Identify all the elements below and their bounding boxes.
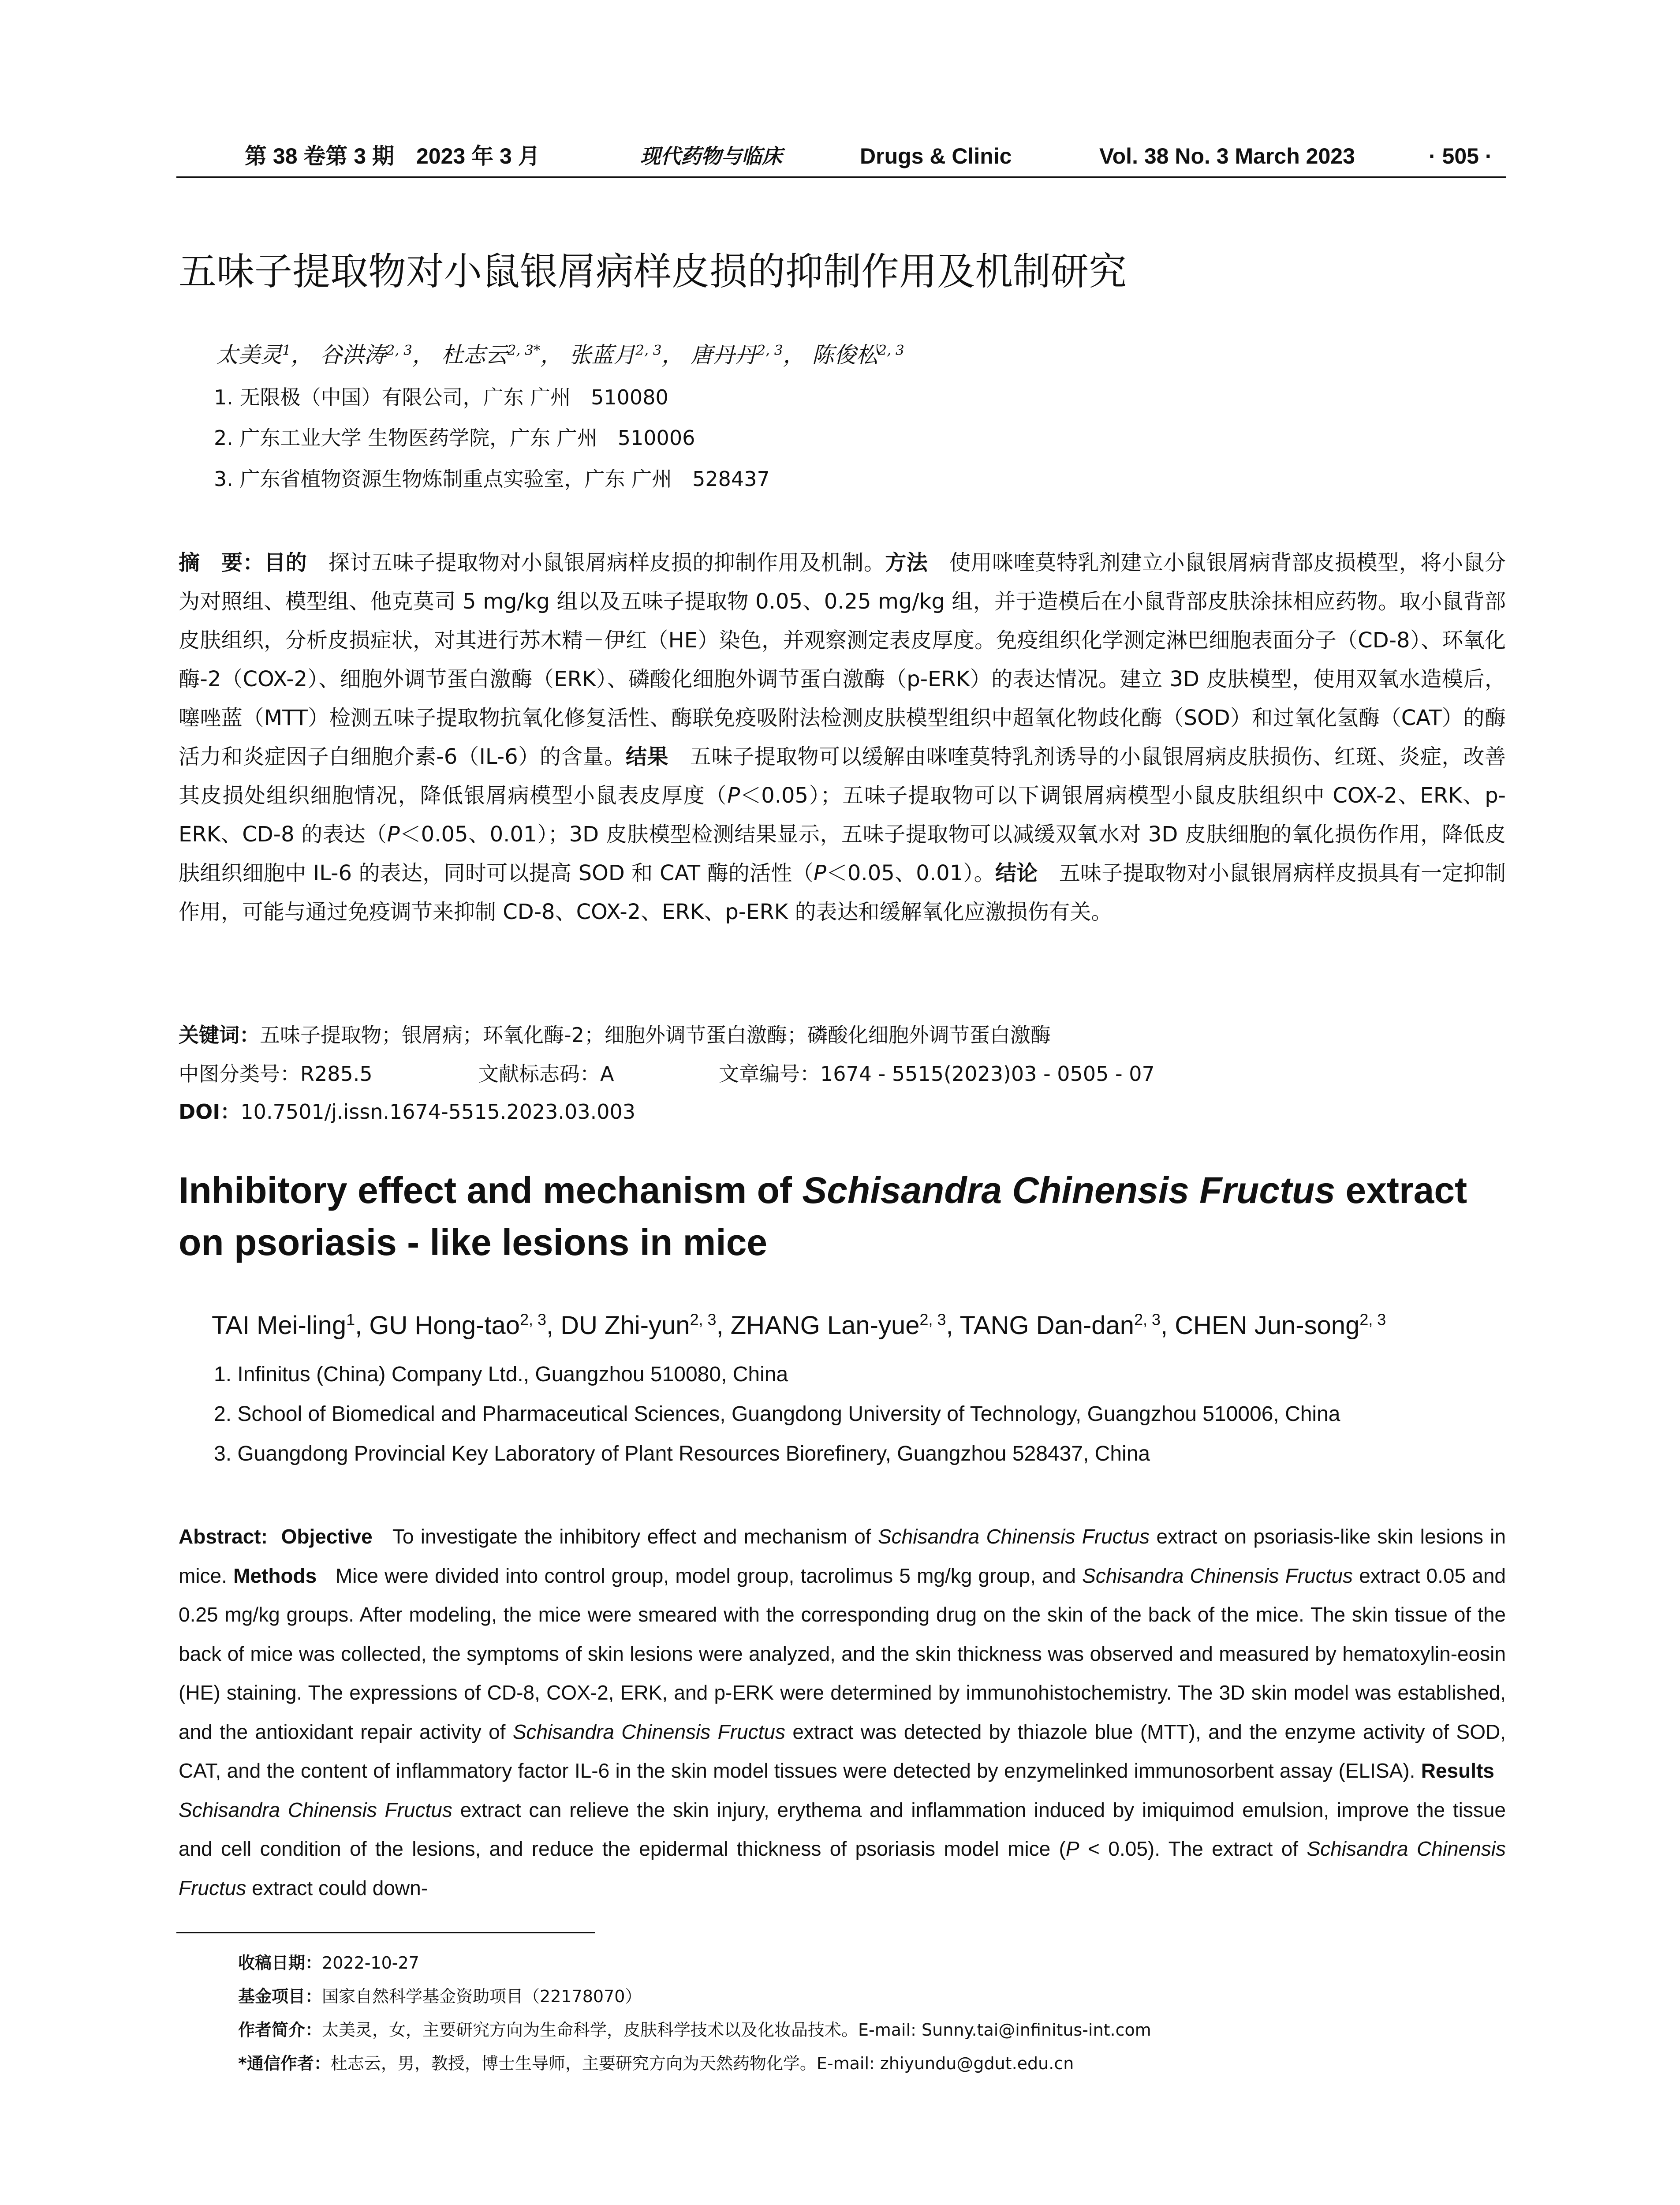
objective-en-text: To investigate the inhibitory effect and mechanism of (392, 1525, 878, 1548)
author-separator: , (716, 1311, 731, 1340)
results-text: ＜0.05）；五味子提取物可以下调银屑病模型小鼠皮肤组织中 COX-2、ERK、p-ERK、CD-8 的表达（ (179, 783, 1506, 847)
author-bio-label: 作者简介： (238, 2020, 322, 2040)
clc-label: 中图分类号： (179, 1062, 300, 1086)
author-separator: , (1161, 1311, 1175, 1340)
author-separator: , (946, 1311, 960, 1340)
author-en: TAI Mei-ling (212, 1311, 347, 1340)
keywords-cn (179, 1021, 1051, 1049)
conclusion-text: 五味子提取物对小鼠银屑病样皮损具有一定抑制作用，可能与通过免疫调节来抑制 CD-8、COX-2、ERK、p-ERK 的表达和缓解氧化应激损伤有关。 (179, 861, 1506, 924)
footnote-received (238, 1951, 419, 1975)
footnote-rule (176, 1932, 595, 1933)
abstract-en-label: Abstract: (179, 1525, 268, 1548)
header-rule (176, 176, 1506, 178)
species-name: Schisandra Chinensis Fructus (1082, 1564, 1353, 1587)
received-date: 2022-10-27 (322, 1953, 419, 1973)
classification-line (179, 1060, 373, 1088)
author-cn: 陈俊松 (812, 342, 878, 368)
author-en-affiliation: 1 (346, 1310, 355, 1329)
title-en-text: extract on psoriasis - like lesions in mice (179, 1170, 1467, 1263)
author-cn: 张蓝月 (569, 342, 636, 368)
objective-en-text: extract on psoriasis-like skin lesions in mice. (179, 1525, 1506, 1587)
author-en-affiliation: 2, 3 (1359, 1310, 1386, 1329)
affiliation-cn: 3. 广东省植物资源生物炼制重点实验室，广东 广州 528437 (214, 467, 770, 491)
author-separator: ， (540, 342, 563, 368)
author-cn: 谷洪涛 (320, 342, 386, 368)
results-text: ＜0.05、0.01）；3D 皮肤模型检测结果显示，五味子提取物可以减缓双氧水对 3D 皮肤细胞的氧化损伤作用，降低皮肤组织细胞中 IL-6 的表达，同时可以提高 SOD 和 CAT 酶的活性（ (179, 822, 1506, 886)
author-separator: , (546, 1311, 561, 1340)
author-en: GU Hong-tao (369, 1311, 520, 1340)
author-separator: , (355, 1311, 370, 1340)
author-en-affiliation: 2, 3 (919, 1310, 946, 1329)
corresponding-text: 杜志云，男，教授，博士生导师，主要研究方向为天然药物化学。E-mail: zhiyundu@gdut.edu.cn (330, 2054, 1074, 2073)
author-en-affiliation: 2, 3 (690, 1310, 717, 1329)
clc-value: R285.5 (300, 1062, 373, 1086)
header-page-number: · 505 · (1429, 144, 1493, 168)
methods-en-text: extract was detected by thiazole blue (MTT), and the enzyme activity of SOD, CAT, and the content of inflammatory factor IL-6 in the skin model tissues were detected by enzymelinked immunosorbent assay (ELISA). (179, 1720, 1506, 1782)
species-name: Schisandra Chinensis Fructus (179, 1837, 1506, 1899)
article-number (719, 1060, 1155, 1088)
author-cn: 唐丹丹 (691, 342, 757, 368)
p-value-symbol: P (387, 822, 400, 847)
species-name: Schisandra Chinensis Fructus (878, 1525, 1150, 1548)
results-text: 五味子提取物可以缓解由咪喹莫特乳剂诱导的小鼠银屑病皮肤损伤、红斑、炎症，改善其皮损处组织细胞情况，降低银屑病模型小鼠表皮厚度（ (179, 744, 1506, 808)
header-issue: 第 38 卷第 3 期 2023 年 3 月 (245, 144, 540, 168)
title-en-text: Inhibitory effect and mechanism of (179, 1170, 803, 1211)
species-name: Schisandra Chinensis Fructus (512, 1720, 785, 1743)
author-separator: ， (291, 342, 313, 368)
author-separator: ， (661, 342, 684, 368)
author-cn-affiliation: 1 (282, 342, 291, 359)
results-label: 结果 (625, 744, 669, 769)
author-separator: ， (783, 342, 805, 368)
title-cn: 五味子提取物对小鼠银屑病样皮损的抑制作用及机制研究 (179, 250, 1127, 294)
authors-cn (216, 340, 904, 370)
author-cn-affiliation: 2, 3 (635, 342, 662, 359)
author-en: TANG Dan-dan (959, 1311, 1135, 1340)
author-cn-affiliation: 2, 3 (757, 342, 783, 359)
article-number-value: 1674 - 5515(2023)03 - 0505 - 07 (820, 1062, 1155, 1086)
author-en-affiliation: 2, 3 (1134, 1310, 1161, 1329)
fund-text: 国家自然科学基金资助项目（22178070） (322, 1987, 642, 2006)
p-value-symbol: P (1066, 1837, 1079, 1860)
footnote-fund (238, 1984, 642, 2008)
methods-en-text: Mice were divided into control group, model group, tacrolimus 5 mg/kg group, and (335, 1564, 1083, 1587)
objective-text: 探讨五味子提取物对小鼠银屑病样皮损的抑制作用及机制。 (328, 550, 885, 575)
results-en-label: Results (1421, 1759, 1494, 1782)
objective-en-label: Objective (281, 1525, 373, 1548)
doc-code-value: A (600, 1062, 614, 1086)
header-journal-cn: 现代药物与临床 (640, 144, 782, 168)
doi-label: DOI： (179, 1100, 241, 1124)
affiliation-en: 2. School of Biomedical and Pharmaceutical Sciences, Guangdong University of Technology, Guangzhou 510006, China (214, 1402, 1340, 1426)
header-volume: Vol. 38 No. 3 March 2023 (1099, 144, 1355, 168)
author-en: ZHANG Lan-yue (730, 1311, 920, 1340)
methods-en-label: Methods (233, 1564, 317, 1587)
footnote-author (238, 2018, 1151, 2042)
abstract-cn-label: 摘 要： (179, 550, 265, 575)
author-cn: 太美灵 (216, 342, 282, 368)
author-cn-affiliation: 2, 3 (386, 342, 412, 359)
author-bio-text: 太美灵，女，主要研究方向为生命科学，皮肤科学技术以及化妆品技术。E-mail: Sunny.tai@infinitus-int.com (322, 2020, 1151, 2040)
received-label: 收稿日期： (238, 1953, 322, 1973)
results-en-text: extract could down- (246, 1876, 428, 1899)
p-value-symbol: P (727, 783, 740, 808)
title-en-species: Schisandra Chinensis Fructus (802, 1170, 1336, 1211)
doi (179, 1098, 635, 1125)
doi-value[interactable]: 10.7501/j.issn.1674-5515.2023.03.003 (240, 1100, 636, 1124)
affiliation-cn: 2. 广东工业大学 生物医药学院，广东 广州 510006 (214, 426, 695, 450)
affiliation-en: 1. Infinitus (China) Company Ltd., Guangzhou 510080, China (214, 1363, 788, 1386)
keywords-value: 五味子提取物；银屑病；环氧化酶-2；细胞外调节蛋白激酶；磷酸化细胞外调节蛋白激酶 (260, 1023, 1051, 1047)
results-en-text: extract can relieve the skin injury, erythema and inflammation induced by imiquimod emulsion, improve the tissue and cell condition of the lesions, and reduce the epidermal thickness of psoriasis model mice ( (179, 1798, 1506, 1860)
authors-en (212, 1309, 1386, 1342)
document-code (478, 1060, 614, 1088)
methods-label: 方法 (885, 550, 928, 575)
doc-code-label: 文献标志码： (478, 1062, 600, 1086)
header-journal-en: Drugs & Clinic (860, 144, 1012, 168)
methods-en-text: extract 0.05 and 0.25 mg/kg groups. After modeling, the mice were smeared with the corresponding drug on the skin of the back of the mice. The skin tissue of the back of mice was collected, the symptoms of skin lesions were analyzed, and the skin thickness was observed and measured by hematoxylin-eosin (HE) staining. The expressions of CD-8, COX-2, ERK, and p-ERK were determined by immunohistochemistry. The 3D skin model was established, and the antioxidant repair activity of (179, 1564, 1506, 1743)
species-name: Schisandra Chinensis Fructus (179, 1798, 452, 1821)
p-value-symbol: P (813, 861, 826, 886)
author-en: CHEN Jun-song (1175, 1311, 1360, 1340)
abstract-en (179, 1517, 1506, 1907)
objective-label: 目的 (264, 550, 307, 575)
title-en (179, 1164, 1506, 1268)
results-text: ＜0.05、0.01）。 (826, 861, 995, 886)
abstract-cn (179, 543, 1506, 931)
conclusion-label: 结论 (995, 861, 1038, 886)
keywords-label: 关键词： (179, 1023, 260, 1047)
author-en-affiliation: 2, 3 (520, 1310, 547, 1329)
author-cn-affiliation: 2, 3* (507, 342, 541, 359)
article-number-label: 文章编号： (719, 1062, 820, 1086)
author-en: DU Zhi-yun (560, 1311, 690, 1340)
affiliation-cn: 1. 无限极（中国）有限公司，广东 广州 510080 (214, 385, 668, 409)
author-cn: 杜志云 (441, 342, 508, 368)
methods-text: 使用咪喹莫特乳剂建立小鼠银屑病背部皮损模型，将小鼠分为对照组、模型组、他克莫司 5 mg/kg 组以及五味子提取物 0.05、0.25 mg/kg 组，并于造模后在小鼠背部皮肤涂抹相应药物。取小鼠背部皮肤组织，分析皮损症状，对其进行苏木精－伊红（HE）染色，并观察测定表皮厚度。免疫组织化学测定淋巴细胞表面分子（CD-8）、环氧化酶-2（COX-2）、细胞外调节蛋白激酶（ERK）、磷酸化细胞外调节蛋白激酶（p-ERK）的表达情况。建立 3D 皮肤模型，使用双氧水造模后，噻唑蓝（MTT）检测五味子提取物抗氧化修复活性、酶联免疫吸附法检测皮肤模型组织中超氧化物歧化酶（SOD）和过氧化氢酶（CAT）的酶活力和炎症因子白细胞介素-6（IL-6）的含量。 (179, 550, 1506, 769)
footnote-corresponding (238, 2052, 1074, 2075)
affiliation-en: 3. Guangdong Provincial Key Laboratory of Plant Resources Biorefinery, Guangzhou 528437, China (214, 1442, 1150, 1465)
results-en-text: < 0.05). The extract of (1079, 1837, 1307, 1860)
author-cn-affiliation: 2, 3 (878, 342, 904, 359)
fund-label: 基金项目： (238, 1987, 322, 2006)
author-separator: ， (412, 342, 434, 368)
corresponding-label: *通信作者： (238, 2054, 331, 2073)
